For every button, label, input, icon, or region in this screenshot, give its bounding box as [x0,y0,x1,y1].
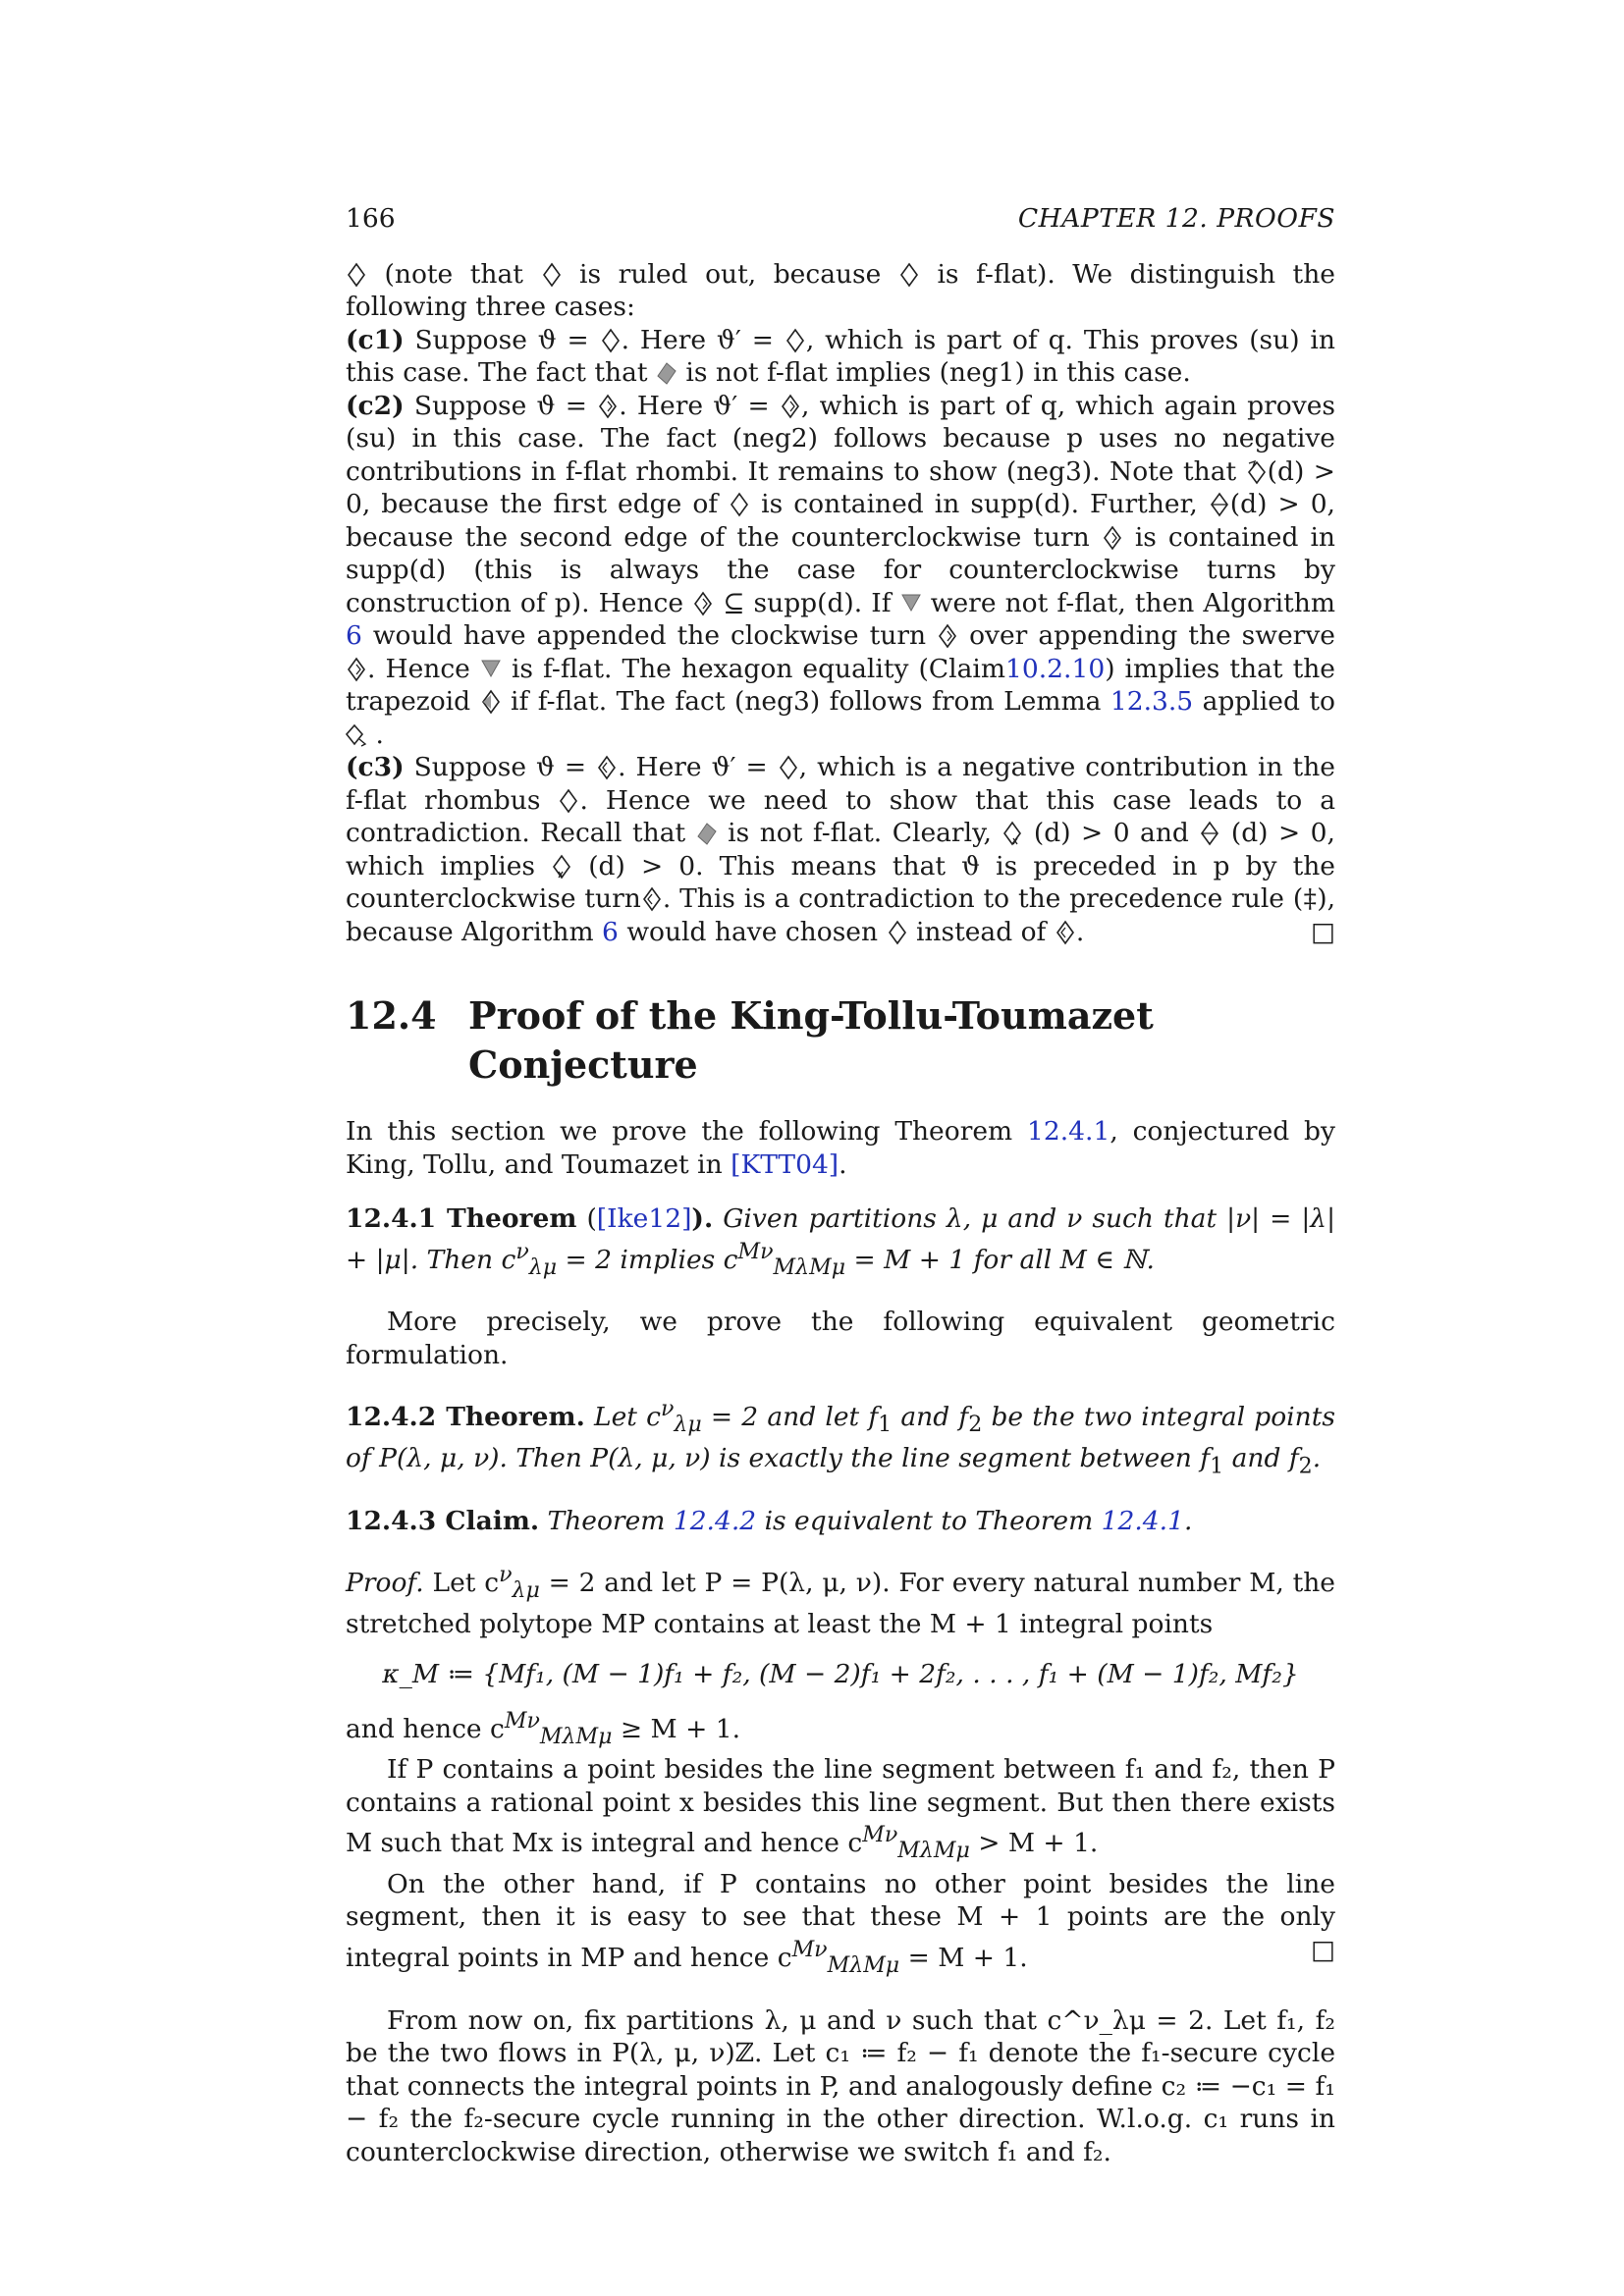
theorem-link[interactable]: 12.4.1 [1027,1116,1110,1147]
rhombus-icon [558,788,579,814]
running-header [346,202,1335,236]
rhombus-icon [898,262,920,288]
shaded-rhombus-icon [696,821,718,846]
shaded-rhombus-icon [656,360,677,386]
page [346,202,1335,2168]
rhombus-icon [346,657,367,682]
rhombus-icon [1055,920,1076,945]
rhombus-icon [346,262,367,288]
rhombus-icon [778,755,799,780]
turn-icon [1199,821,1220,846]
shaded-rhombus-icon [480,657,502,682]
claim-12-4-3: 12.4.3 Claim. Theorem 12.4.2 is equivalent to Theorem 12.4.1. [346,1505,1193,1536]
qed-symbol: □ [1310,1934,1335,1965]
page-number: 166 [346,203,396,234]
rhombus-icon [937,623,958,649]
rhombus-icon [600,328,622,353]
theorem-12-4-2: 12.4.2 Theorem. Let $c^\nu_{\lambda\mu} = 2$ and let $f_1$ and $f_2$ be the two integral points of P(λ, μ, ν). Then P(λ, μ, ν) is exactly the line segment between $f_1$ and $f_2$. [346,1397,1335,1479]
citation-link[interactable]: [KTT04] [731,1148,839,1180]
rhombus-icon [1102,525,1123,551]
display-equation: κ_M ≔ {Mf₁, (M − 1)f₁ + f₂, (M − 2)f₁ + 2f₂, . . . , f₁ + (M − 1)f₂, Mf₂} [382,1659,1299,1690]
turn-icon [551,854,572,880]
turn-icon [346,722,367,748]
turn-icon [1246,459,1268,485]
case-c3: (c3) Suppose ϑ = . Here ϑ′ = , which is a negative contribution in the f-flat rhombus . Hence we need to show that this case leads to a contradiction. Recall that is not f-flat. Clearly, (d) > 0 and (d) > 0, which implies (d) > 0. This means that ϑ is preceded in p by the counterclockwise turn . This is a contradiction to the precedence rule (‡), because Algorithm 6 would have chosen instead of . □ [346,752,1335,947]
qed-symbol: □ [1310,916,1335,947]
rhombus-icon [541,262,563,288]
section-number: 12.4 [346,993,437,1038]
rhombus-icon [597,394,619,419]
proof-paragraph-2: If P contains a point besides the line segment between f₁ and f₂, then P contains a rational point x besides this line segment. But then there exists M such that Mx is integral and hence $c^{M\nu}_{M\lambda M\mu} > M + 1$. [346,1754,1335,1864]
theorem-link[interactable]: 12.4.2 [673,1505,757,1536]
paragraph-more: More precisely, we prove the following equivalent geometric formulation. [346,1307,1335,1370]
theorem-link[interactable]: 12.4.1 [1101,1505,1184,1536]
rhombus-icon [641,886,663,912]
section-intro: In this section we prove the following Theorem 12.4.1, conjectured by King, Tollu, and Toumazet in [KTT04]. [346,1116,1335,1180]
proof-paragraph-3: On the other hand, if P contains no other point besides the line segment, then it is easy to see that these M + 1 points are the only integral points in MP and hence $c^{M\nu}_{M\lambda M\mu} = M + 1$. □ [346,1868,1335,1979]
turn-icon [1209,492,1230,517]
theorem-12-4-1: 12.4.1 Theorem ([Ike12]). Given partitions λ, μ and ν such that |ν| = |λ| + |μ|. Then $c^\nu_{\lambda\mu} = 2$ implies $c^{M\nu}_{M\lambda M\mu} = M + 1$ for all M ∈ ℕ. [346,1203,1335,1280]
rhombus-icon [692,591,714,616]
section-title: Proof of the King-Tollu-Toumazet Conjecture [468,993,1154,1087]
proof-hence: and hence $c^{M\nu}_{M\lambda M\mu} \ge M + 1$. [346,1708,741,1749]
rhombus-icon [785,328,806,353]
shaded-rhombus-icon [900,591,922,616]
turn-icon [1001,821,1023,846]
rhombus-icon [887,920,908,945]
rhombus-icon [596,755,618,780]
citation-link[interactable]: [Ike12] [596,1203,692,1234]
case-c2: (c2) Suppose ϑ = . Here ϑ′ = , which is part of q, which again proves (su) in this case. The fact (neg2) follows because p uses no negative contributions in f-flat rhombi. It remains to show (neg3). Note that (d) > 0, because the first edge of is contained in supp(d). Further, (d) > 0, because the second edge of the counterclockwise turn is contained in supp(d) (this is always the case for counterclockwise turns by construction of p). Hence ⊆ supp(d). If were not f-flat, then Algorithm 6 would have appended the clockwise turn over appending the swerve . Hence is f-flat. The hexagon equality (Claim10.2.10) implies that the trapezoid if f-flat. The fact (neg3) follows from Lemma 12.3.5 applied to . [346,390,1335,750]
paragraph-cases-intro: (note that is ruled out, because is f-flat). We distinguish the following three cases: [346,258,1335,322]
rhombus-icon [780,394,801,419]
chapter-title: CHAPTER 12. PROOFS [1017,203,1335,234]
proof-paragraph: Proof. Let $c^\nu_{\lambda\mu} = 2$ and let P = P(λ, μ, ν). For every natural number M, the stretched polytope MP contains at least the M + 1 integral points [346,1563,1335,1639]
rhombus-icon [729,492,750,517]
final-paragraph: From now on, fix partitions λ, μ and ν such that c^ν_λμ = 2. Let f₁, f₂ be the two flows in P(λ, μ, ν)ℤ. Let c₁ ≔ f₂ − f₁ denote the f₁-secure cycle that connects the integral points in P, and analogously define c₂ ≔ −c₁ = f₁ − f₂ the f₂-secure cycle running in the other direction. W.l.o.g. c₁ runs in counterclockwise direction, otherwise we switch f₁ and f₂. [346,2004,1335,2167]
trapezoid-icon [480,689,502,715]
case-c1: (c1) Suppose ϑ = . Here ϑ′ = , which is part of q. This proves (su) in this case. The fact that is not f-flat implies (neg1) in this case. [346,324,1335,388]
section-heading [346,991,1335,1090]
